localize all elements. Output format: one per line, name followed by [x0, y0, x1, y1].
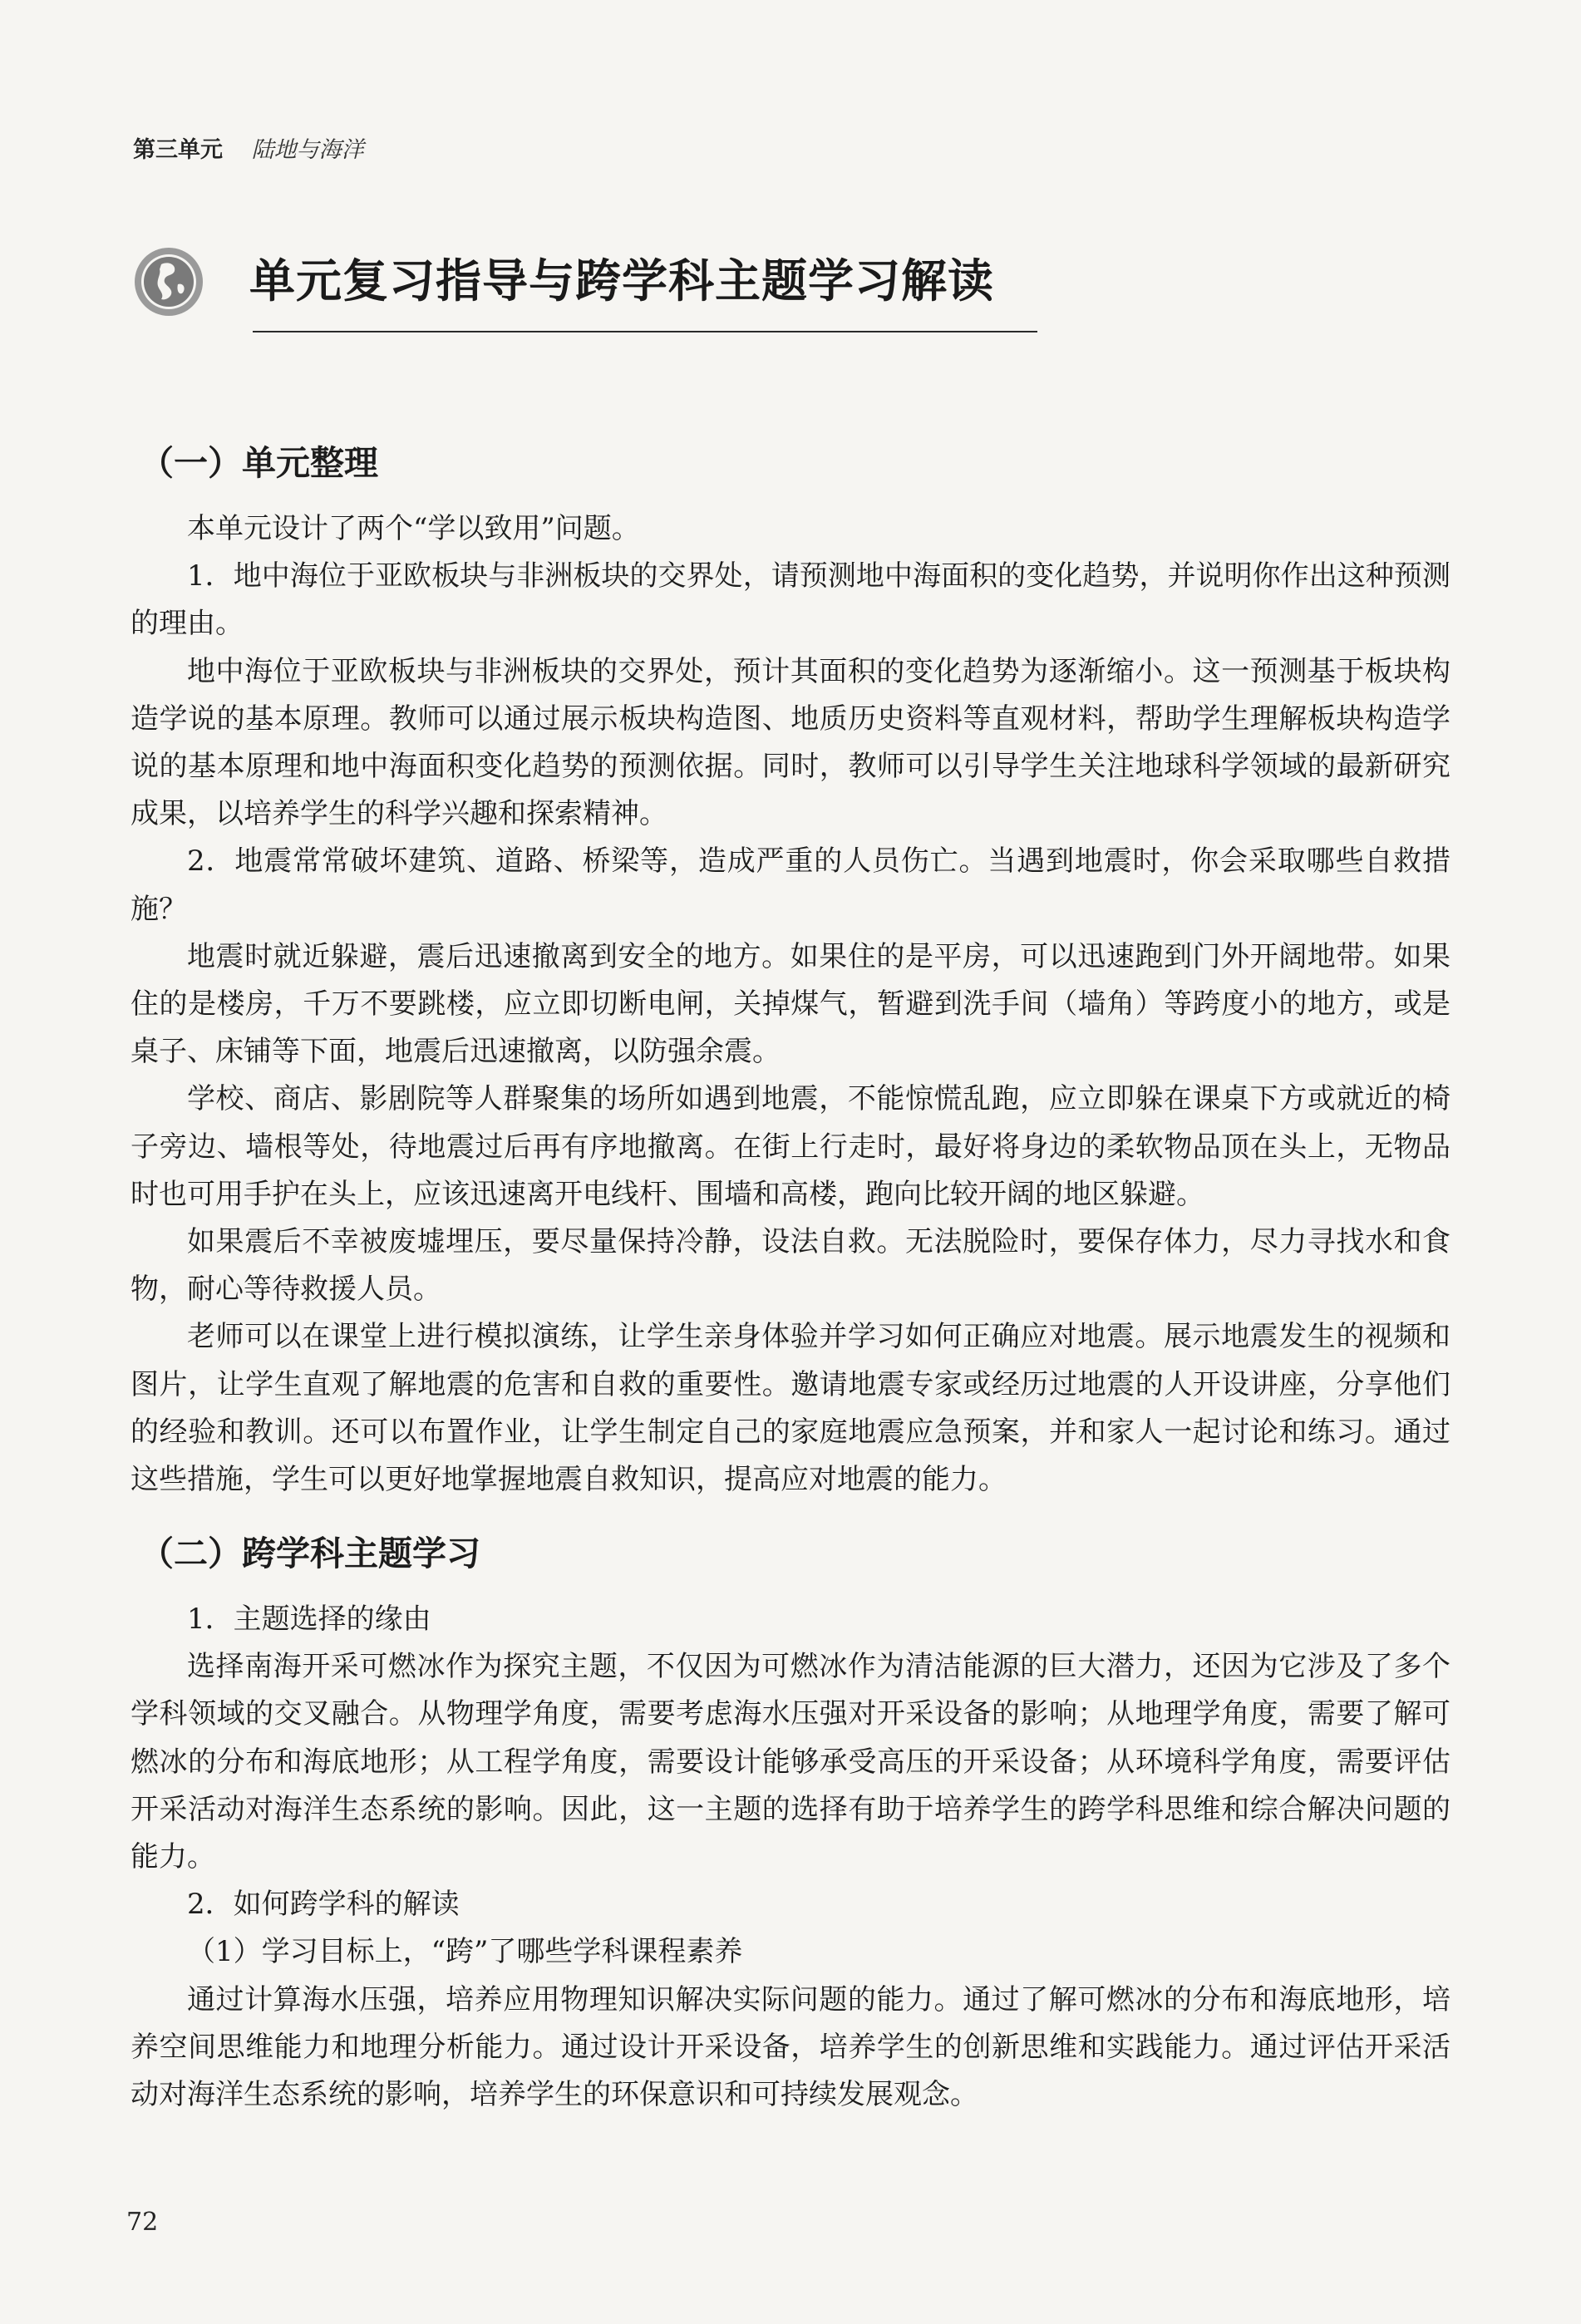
chapter-title: 单元复习指导与跨学科主题学习解读 — [249, 254, 995, 308]
paragraph: 1．主题选择的缘由 — [187, 1603, 431, 1636]
cross-disciplinary-body — [131, 1596, 1450, 2119]
paragraph: 本单元设计了两个“学以致用”问题。 — [187, 512, 640, 545]
paragraph: 学校、商店、影剧院等人群聚集的场所如遇到地震，不能惊慌乱跑，应立即躲在课桌下方或就近的椅子旁边、墙根等处，待地震过后再有序地撤离。在街上行走时，最好将身边的柔软物品顶在头上，无物品时也可用手护在头上，应该迅速离开电线杆、围墙和高楼，跑向比较开阔的地区躲避。 — [131, 1082, 1450, 1211]
paragraph: （1）学习目标上，“跨”了哪些学科课程素养 — [187, 1935, 743, 1969]
paragraph: 地震时就近躲避，震后迅速撤离到安全的地方。如果住的是平房，可以迅速跑到门外开阔地带。如果住的是楼房，千万不要跳楼，应立即切断电闸，关掉煤气，暂避到洗手间（墙角）等跨度小的地方，或是桌子、床铺等下面，地震后迅速撤离，以防强余震。 — [131, 939, 1450, 1069]
unit-label: 第三单元 — [133, 137, 223, 163]
unit-topic: 陆地与海洋 — [251, 137, 364, 163]
unit-summary-body — [131, 505, 1450, 1504]
paragraph: 地中海位于亚欧板块与非洲板块的交界处，预计其面积的变化趋势为逐渐缩小。这一预测基于板块构造学说的基本原理。教师可以通过展示板块构造图、地质历史资料等直观材料，帮助学生理解板块构造学说的基本原理和地中海面积变化趋势的预测依据。同时，教师可以引导学生关注地球科学领域的最新研究成果，以培养学生的科学兴趣和探索精神。 — [131, 654, 1450, 831]
section-heading-unit-summary: （一）单元整理 — [140, 443, 378, 483]
paragraph: 2．地震常常破坏建筑、道路、桥梁等，造成严重的人员伤亡。当遇到地震时，你会采取哪些自救措施？ — [131, 844, 1450, 926]
paragraph: 老师可以在课堂上进行模拟演练，让学生亲身体验并学习如何正确应对地震。展示地震发生的视频和图片，让学生直观了解地震的危害和自救的重要性。邀请地震专家或经历过地震的人开设讲座，分享他们的经验和教训。还可以布置作业，让学生制定自己的家庭地震应急预案，并和家人一起讨论和练习。通过这些措施，学生可以更好地掌握地震自救知识，提高应对地震的能力。 — [131, 1320, 1450, 1497]
paragraph: 如果震后不幸被废墟埋压，要尽量保持冷静，设法自救。无法脱险时，要保存体力，尽力寻找水和食物，耐心等待救援人员。 — [131, 1225, 1450, 1307]
paragraph: 2．如何跨学科的解读 — [187, 1888, 460, 1922]
section-heading-cross-disciplinary: （二）跨学科主题学习 — [140, 1534, 480, 1573]
paragraph: 选择南海开采可燃冰作为探究主题，不仅因为可燃冰作为清洁能源的巨大潜力，还因为它涉及了多个学科领域的交叉融合。从物理学角度，需要考虑海水压强对开采设备的影响；从地理学角度，需要了解可燃冰的分布和海底地形；从工程学角度，需要设计能够承受高压的开采设备；从环境科学角度，需要评估开采活动对海洋生态系统的影响。因此，这一主题的选择有助于培养学生的跨学科思维和综合解决问题的能力。 — [131, 1650, 1450, 1874]
title-underline — [253, 331, 1037, 332]
page-number: 72 — [126, 2208, 159, 2237]
running-header — [133, 131, 364, 164]
paragraph: 通过计算海水压强，培养应用物理知识解决实际问题的能力。通过了解可燃冰的分布和海底地形，培养空间思维能力和地理分析能力。通过设计开采设备，培养学生的创新思维和实践能力。通过评估开采活动对海洋生态系统的影响，培养学生的环保意识和可持续发展观念。 — [131, 1982, 1450, 2112]
paragraph: 1．地中海位于亚欧板块与非洲板块的交界处，请预测地中海面积的变化趋势，并说明你作出这种预测的理由。 — [131, 559, 1450, 641]
globe-icon — [133, 246, 204, 318]
